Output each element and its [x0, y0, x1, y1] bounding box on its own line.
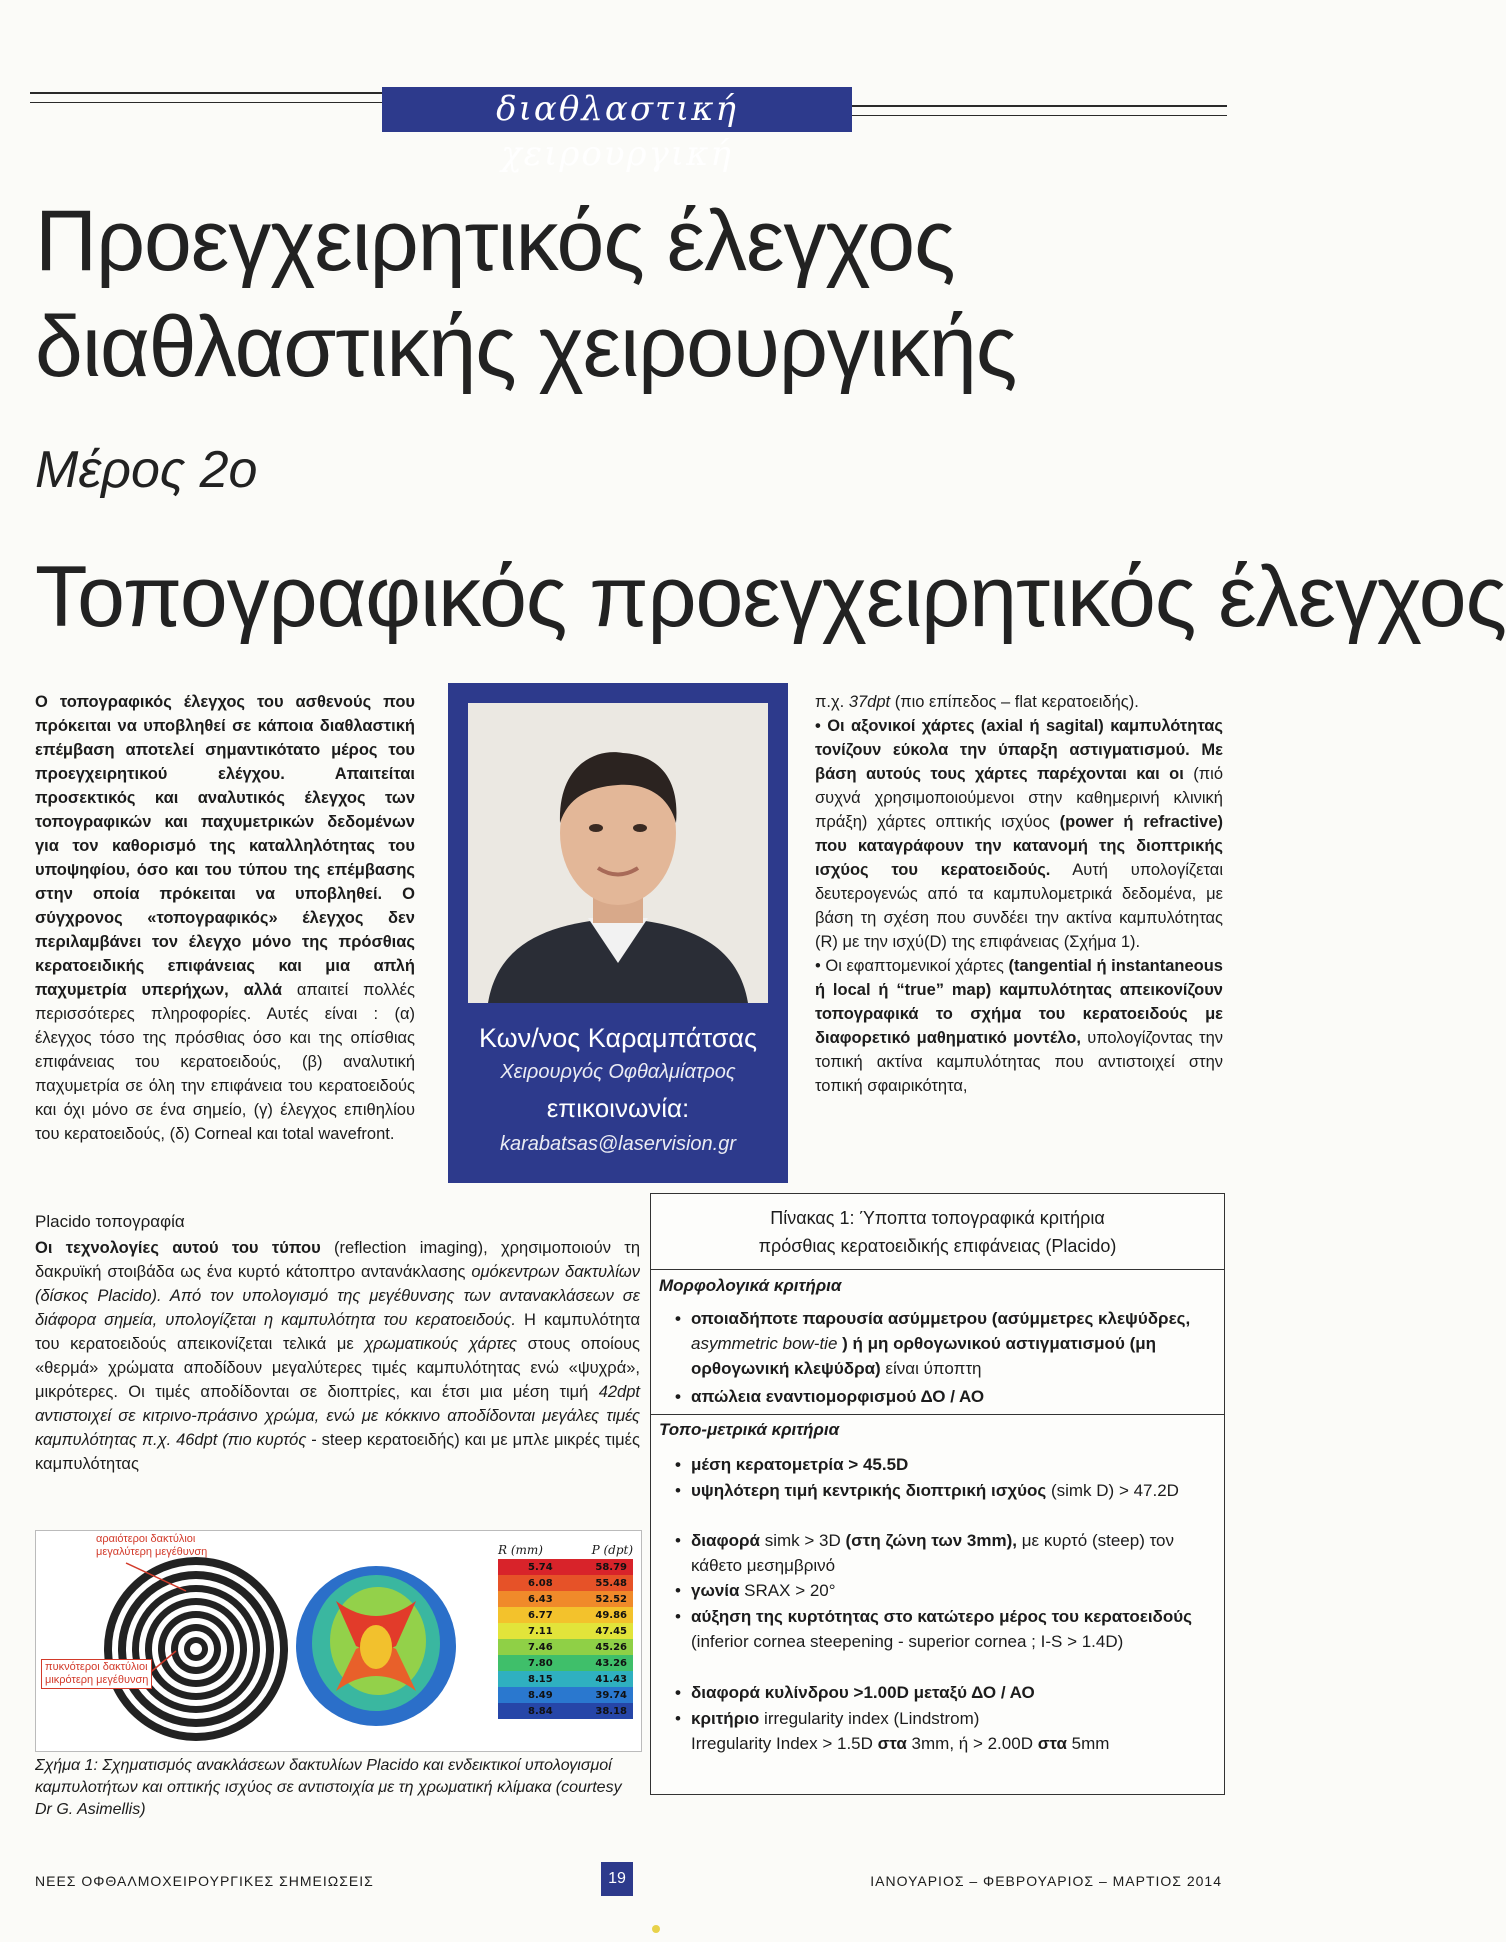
text: simk > 3D — [760, 1531, 846, 1550]
intro-bold-text: Ο τοπογραφικός έλεγχος του ασθενούς που πρόκειται να υποβληθεί σε κάποια διαθλαστική επέμβαση αποτελεί σημαντικότατο μέρος του προεγχειρητικού ελέγχου. Απαιτείται προσεκτικός και αναλυτικός έλεγχος των τοπογραφικών και παχυμετρικών δεδομένων για τον καθορισμό της καταλληλότητας του υποψηφίου, όσο και του τύπου της επέμβασης στην οποία πρόκειται να υποβληθεί. Ο σύγχρονος «τοπογραφικός» έλεγχος δεν περιλαμβάνει τον έλεγχο μόνο της πρόσθιας κερατοειδικής επιφάνειας και μια απλή παχυμετρία υπερήχων, αλλά — [35, 693, 415, 999]
scan-mark — [652, 1925, 660, 1933]
author-role: Χειρουργός Οφθαλμίατρος — [500, 1061, 736, 1083]
placido-heading: Placido τοπογραφία — [35, 1212, 185, 1231]
text: • Οι εφαπτομενικοί χάρτες — [815, 957, 1009, 975]
color-scale-row — [498, 1591, 633, 1607]
table-section-morphological: Μορφολογικά κριτήρια — [659, 1276, 842, 1295]
text: οποιαδήποτε παρουσία ασύμμετρου (ασύμμετρες κλεψύδρες, — [691, 1309, 1191, 1328]
bullet-icon: • — [675, 1607, 681, 1626]
bullet-icon: • — [675, 1683, 681, 1702]
footer-journal-name: ΝΕΕΣ ΟΦΘΑΛΜΟΧΕΙΡΟΥΡΓΙΚΕΣ ΣΗΜΕΙΩΣΕΙΣ — [35, 1873, 374, 1889]
author-photo — [468, 703, 768, 1003]
text: στα — [1037, 1734, 1067, 1753]
table-section-metric: Τοπο-μετρικά κριτήρια — [659, 1420, 840, 1439]
maps-column — [815, 690, 1223, 1098]
bullet-icon: • — [675, 1455, 681, 1474]
text: 5mm — [1066, 1734, 1110, 1753]
text: Irregularity Index > 1.5D — [691, 1734, 878, 1753]
criterion-srax — [675, 1578, 1216, 1603]
header-rule-right — [852, 105, 1227, 107]
color-scale-row — [498, 1655, 633, 1671]
topography-map-image — [296, 1566, 456, 1726]
criterion-enantiomorphism — [675, 1384, 1216, 1409]
color-scale-p-value: 39.74 — [595, 1689, 627, 1701]
callout-bottom-line-2: μικρότερη μεγέθυνση — [45, 1674, 149, 1686]
table-divider — [651, 1269, 1224, 1270]
callout-bottom-label — [41, 1659, 152, 1689]
color-scale-p-value: 38.18 — [595, 1705, 627, 1717]
author-name: Κων/νος Καραμπάτσας — [478, 1023, 758, 1053]
color-scale-row — [498, 1607, 633, 1623]
text: (inferior cornea steepening - superior cornea ; I-S > 1.4D) — [691, 1632, 1124, 1651]
text: • Οι αξονικοί χάρτες (axial ή sagital) καμπυλότητας τονίζουν εύκολα την ύπαρξη αστιγματισμού. Με βάση αυτούς τους χάρτες παρέχονται και οι — [815, 717, 1223, 783]
header-rule-left — [30, 92, 382, 94]
footer-issue-date: ΙΑΝΟΥΑΡΙΟΣ – ΦΕΒΡΟΥΑΡΙΟΣ – ΜΑΡΤΙΟΣ 2014 — [870, 1873, 1222, 1889]
text: (στη ζώνη των 3mm), — [845, 1531, 1018, 1550]
text: Οι τεχνολογίες αυτού του τύπου — [35, 1239, 321, 1257]
color-scale-r-value: 8.49 — [528, 1689, 553, 1701]
page-title-line-2: διαθλαστικής χειρουργικής — [35, 299, 1017, 395]
text: - steep κερατοειδής) και με μπλε μικρές τιμές καμπυλότητας — [35, 1431, 640, 1473]
text: απώλεια εναντιομορφισμού ΔΟ / ΑΟ — [691, 1387, 985, 1406]
callout-bottom-line-1: πυκνότεροι δακτύλιοι — [45, 1661, 148, 1673]
author-email: karabatsas@laservision.gr — [500, 1133, 736, 1155]
bullet-icon: • — [675, 1387, 681, 1406]
placido-figure — [35, 1530, 642, 1752]
text: (πιό συχνά χρησιμοποιούμενοι στην καθημερινή κλινική πράξη) χάρτες οπτικής ισχύος — [815, 765, 1223, 831]
text: asymmetric bow-tie — [691, 1334, 843, 1353]
text: μέση κερατομετρία > 45.5D — [691, 1455, 909, 1474]
text: π.χ. — [815, 693, 849, 711]
text: χρωματικούς χάρτες — [364, 1335, 518, 1353]
bullet-icon: • — [675, 1709, 681, 1728]
text: στους οποίους «θερμά» χρώματα αποδίδουν μεγαλύτερες τιμές καμπυλότητας ενώ «ψυχρά», μικρότερες. Οι τιμές αποδίδονται σε διοπτρίες, και έτσι μια μέση τιμή — [35, 1335, 640, 1401]
text: αύξηση της κυρτότητας στο κατώτερο μέρος του κερατοειδούς — [691, 1607, 1192, 1626]
placido-paragraph — [35, 1236, 640, 1476]
text: διαφορά κυλίνδρου >1.00D μεταξύ ΔΟ / ΑΟ — [691, 1683, 1035, 1702]
text: (πιο επίπεδος – flat κερατοειδής). — [890, 693, 1139, 711]
color-scale-r-value: 6.43 — [528, 1593, 553, 1605]
bullet-icon: • — [675, 1531, 681, 1550]
text: στα — [877, 1734, 907, 1753]
color-scale-r-value: 7.80 — [528, 1657, 553, 1669]
page-title-line-1: Προεγχειρητικός έλεγχος — [35, 193, 955, 289]
criterion-inferior-steepening — [675, 1604, 1216, 1654]
intro-paragraph — [35, 690, 415, 1146]
text: κριτήριο — [691, 1709, 760, 1728]
maps-paragraph-2 — [815, 714, 1223, 954]
color-scale-r-value: 7.11 — [528, 1625, 553, 1637]
text: ομόκεντρων δακτυλίων (δίσκος Placido). Από τον υπολογισμό της μεγέθυνσης των αντανακλάσεων σε διάφορα σημεία, υπολογίζεται η καμπυλότητα του κερατοειδούς. — [35, 1263, 640, 1329]
page-number: 19 — [601, 1862, 633, 1896]
table-title — [651, 1204, 1224, 1260]
text: (tangential ή instantaneous ή local ή “true” map) καμπυλότητας απεικονίζουν τοπογραφικά το σχήμα του κερατοειδούς με διαφορετικό μαθηματικό μοντέλο, — [815, 957, 1223, 1047]
color-scale-header — [498, 1543, 633, 1557]
color-scale-r-header: R (mm) — [498, 1543, 543, 1557]
maps-paragraph-1 — [815, 690, 1223, 714]
text: irregularity index (Lindstrom) — [759, 1709, 980, 1728]
section-banner: διαθλαστική χειρουργική — [382, 87, 852, 132]
text: διαφορά — [691, 1531, 760, 1550]
color-scale-row — [498, 1559, 633, 1575]
criterion-mean-k — [675, 1452, 1216, 1477]
table-divider — [651, 1414, 1224, 1415]
text: 42dpt αντιστοιχεί σε κιτρινο-πράσινο χρώμα, ενώ με κόκκινο αποδίδονται μεγάλες τιμές καμπυλότητας π.χ. 46dpt (πιο κυρτός — [35, 1383, 640, 1449]
author-box — [448, 683, 788, 1183]
section-title: Τοπογραφικός προεγχειρητικός έλεγχος — [35, 549, 1506, 645]
text: είναι ύποπτη — [880, 1359, 982, 1378]
color-scale-p-value: 47.45 — [595, 1625, 627, 1637]
bullet-icon: • — [675, 1309, 681, 1328]
color-scale-r-value: 6.08 — [528, 1577, 553, 1589]
author-contact-label: επικοινωνία: — [546, 1093, 690, 1123]
color-scale-p-value: 41.43 — [595, 1673, 627, 1685]
text: με κυρτό (steep) τον κάθετο μεσημβρινό — [691, 1531, 1175, 1575]
color-scale-p-value: 52.52 — [595, 1593, 627, 1605]
color-scale-rows — [498, 1559, 633, 1719]
criterion-cylinder — [675, 1680, 1216, 1705]
color-scale-r-value: 6.77 — [528, 1609, 553, 1621]
criterion-irregularity — [675, 1706, 1216, 1756]
text: υπολογίζοντας την τοπική ακτίνα καμπυλότητας που αντιστοιχεί στην τοπική σφαιρικότητα, — [815, 1029, 1223, 1095]
color-scale-row — [498, 1703, 633, 1719]
text: 37dpt — [848, 693, 891, 711]
text: ) ή μη ορθογωνικού αστιγματισμού (μη ορθογωνική κλεψύδρα) — [691, 1334, 1157, 1378]
maps-paragraph-3 — [815, 954, 1223, 1098]
color-scale — [498, 1543, 633, 1719]
color-scale-row — [498, 1623, 633, 1639]
text: (reflection imaging), χρησιμοποιούν τη δακρυϊκή στοιβάδα ως ένα κυρτό κάτοπτρο αντανάκλασης — [35, 1239, 640, 1281]
color-scale-r-value: 8.15 — [528, 1673, 553, 1685]
color-scale-p-header: P (dpt) — [591, 1543, 633, 1557]
text: υψηλότερη τιμή κεντρικής διοπτρική ισχύος — [691, 1481, 1047, 1500]
color-scale-r-value: 7.46 — [528, 1641, 553, 1653]
color-scale-r-value: 8.84 — [528, 1705, 553, 1717]
text: γωνία — [691, 1581, 740, 1600]
text: Αυτή υπολογίζεται δευτερογενώς από τα καμπυλομετρικά δεδομένα, με βάση τη σχέση που συνδέει την ακτίνα καμπυλότητας (R) με την ισχύ(D) της επιφάνειας (Σχήμα 1). — [815, 861, 1223, 951]
text: SRAX > 20° — [739, 1581, 836, 1600]
figure-caption: Σχήμα 1: Σχηματισμός ανακλάσεων δακτυλίων Placido και ενδεικτικοί υπολογισμοί καμπυλοτήτων και οπτικής ισχύος σε αντιστοιχία με τη χρωματική κλίμακα (courtesy Dr G. Asimellis) — [35, 1757, 622, 1818]
intro-text: απαιτεί πολλές περισσότερες πληροφορίες. Αυτές είναι : (α) έλεγχος τόσο της πρόσθιας όσο και της οπίσθιας επιφάνειας του κερατοειδούς, (β) αναλυτική παχυμετρία σε όλη την επιφάνεια του κερατοειδούς και όχι μόνο σε ένα σημείο, (γ) έλεγχος επιθηλίου του κερατοειδούς, (δ) Corneal και total wavefront. — [35, 981, 415, 1143]
criteria-table — [650, 1193, 1225, 1795]
criterion-simk-difference — [675, 1528, 1216, 1578]
color-scale-p-value: 49.86 — [595, 1609, 627, 1621]
color-scale-row — [498, 1575, 633, 1591]
placido-section — [35, 1210, 640, 1476]
color-scale-p-value: 58.79 — [595, 1561, 627, 1573]
intro-column — [35, 690, 415, 1146]
header-rule-right-thin — [852, 115, 1227, 116]
header-rule-left-thin — [30, 102, 382, 103]
color-scale-p-value: 45.26 — [595, 1641, 627, 1653]
callout-top-line-1: αραιότεροι δακτύλιοι — [96, 1533, 196, 1545]
callout-top-line-2: μεγαλύτερη μεγέθυνση — [96, 1546, 208, 1558]
text: (power ή refractive) που καταγράφουν την κατανομή της διοπτρικής ισχύος του κερατοειδούς. — [815, 813, 1223, 879]
color-scale-p-value: 43.26 — [595, 1657, 627, 1669]
color-scale-p-value: 55.48 — [595, 1577, 627, 1589]
criterion-simk — [675, 1478, 1216, 1503]
part-subtitle: Μέρος 2ο — [35, 441, 258, 499]
color-scale-row — [498, 1639, 633, 1655]
text: Η καμπυλότητα του κερατοειδούς απεικονίζεται τελικά με — [35, 1311, 640, 1353]
color-scale-r-value: 5.74 — [528, 1561, 553, 1573]
bullet-icon: • — [675, 1581, 681, 1600]
color-scale-row — [498, 1671, 633, 1687]
text: 3mm, ή > 2.00D — [906, 1734, 1038, 1753]
table-title-line-2: πρόσθιας κερατοειδικής επιφάνειας (Placido) — [758, 1236, 1117, 1256]
criterion-asymmetry — [675, 1306, 1216, 1381]
callout-top-label — [96, 1533, 207, 1559]
placido-rings-image — [104, 1557, 288, 1741]
bullet-icon: • — [675, 1481, 681, 1500]
text: (simk D) > 47.2D — [1046, 1481, 1179, 1500]
table-title-line-1: Πίνακας 1: Ύποπτα τοπογραφικά κριτήρια — [770, 1208, 1105, 1228]
color-scale-row — [498, 1687, 633, 1703]
